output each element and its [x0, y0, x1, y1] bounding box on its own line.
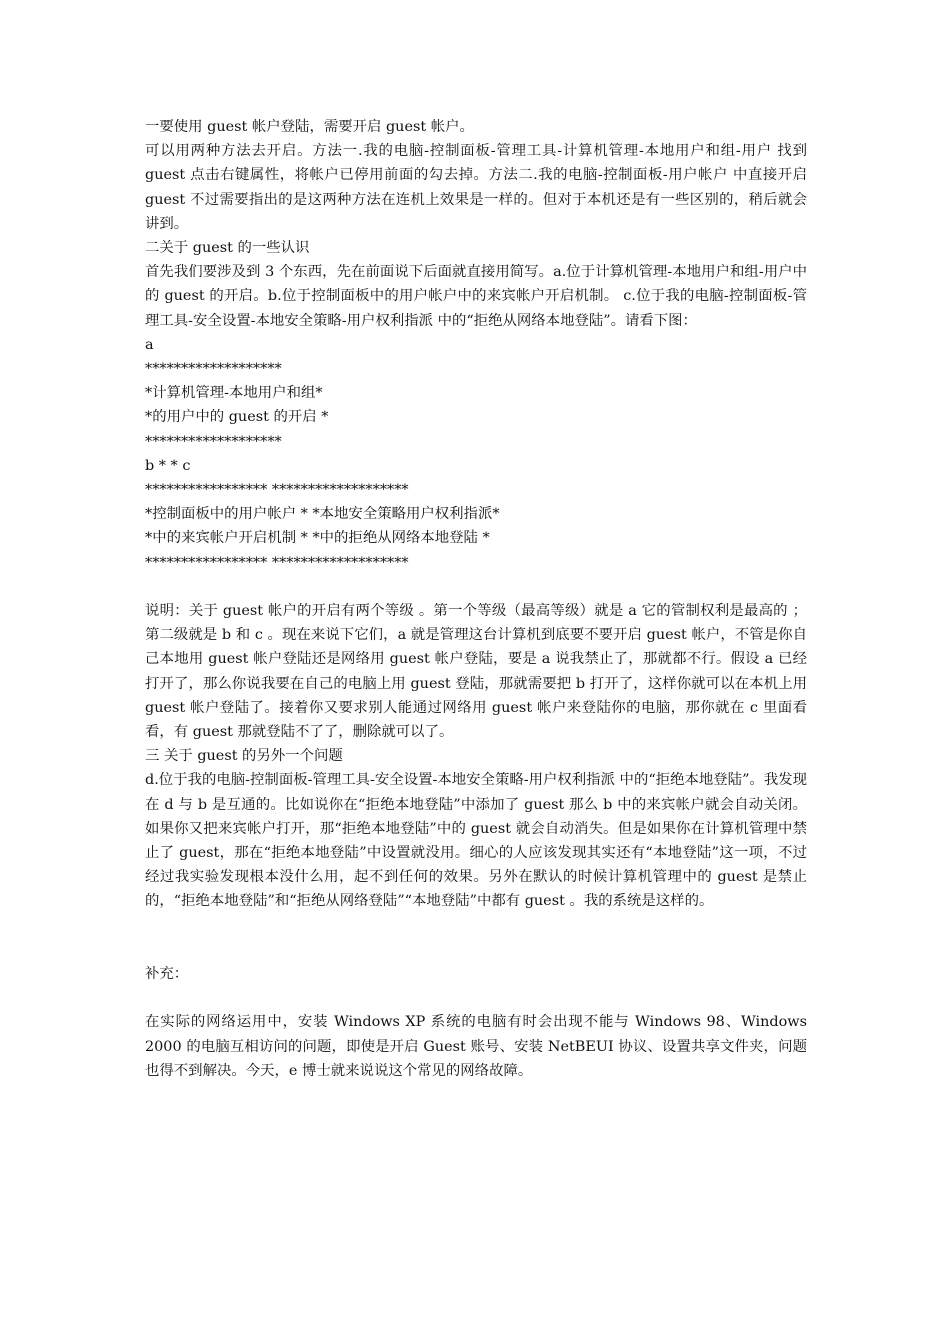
explanation-paragraph: 说明：关于 guest 帐户的开启有两个等级 。第一个等级（最高等级）就是 a 它的管制权利是最高的 ；第二级就是 b 和 c 。现在来说下它们，a 就是管理这台计算机到底要不要开启 guest 帐户，不管是你自己本地用 guest 帐户登陆还是网络用 guest 帐户登陆，要是 a 说我禁止了，那就都不行。假设 a 已经打开了，那么你说我要在自己的电脑上用 guest 登陆，那就需要把 b 打开了，这样你就可以在本机上用 guest 帐户登陆了。接着你又要求别人能通过网络用 guest 帐户来登陆你的电脑，那你就在 c 里面看看，有 guest 那就登陆不了了，删除就可以了。 [145, 603, 807, 741]
section-heading-2: 二关于 guest 的一些认识 [145, 240, 310, 257]
diagram-stars-bc-top: ***************** ******************* [145, 482, 409, 499]
diagram-box-a-line1: *计算机管理-本地用户和组* [145, 385, 323, 402]
diagram-stars-a-bottom: ******************* [145, 433, 282, 450]
intro-line: 一要使用 guest 帐户登陆，需要开启 guest 帐户。 [145, 119, 474, 135]
spacer [145, 575, 807, 599]
diagram-box-bc-line1: *控制面板中的用户帐户 * *本地安全策略用户权利指派* [145, 506, 500, 523]
d-paragraph: d.位于我的电脑-控制面板-管理工具-安全设置-本地安全策略-用户权利指派 中的“拒绝本地登陆”。我发现在 d 与 b 是互通的。比如说你在“拒绝本地登陆”中添加了 guest 那么 b 中的来宾帐户就会自动关闭。如果你又把来宾帐户打开，那“拒绝本地登陆”中的 guest 就会自动消失。但是如果你在计算机管理中禁止了 guest，那在“拒绝本地登陆”中设置就没用。细心的人应该发现其实还有“本地登陆”这一项，不过经过我实验发现根本没什么用，起不到任何的效果。另外在默认的时候计算机管理中的 guest 是禁止的，“拒绝本地登陆”和“拒绝从网络登陆”“本地登陆”中都有 guest 。我的系统是这样的。 [145, 772, 807, 910]
diagram-stars-bc-bottom: ***************** ******************* [145, 554, 409, 571]
diagram-label-a: a [145, 336, 154, 353]
section-heading-3: 三 关于 guest 的另外一个问题 [145, 748, 343, 765]
supplement-paragraph: 在实际的网络运用中，安装 Windows XP 系统的电脑有时会出现不能与 Windows 98、Windows 2000 的电脑互相访问的问题，即使是开启 Guest 账号、安装 NetBEUI 协议、设置共享文件夹，问题也得不到解决。今天，e 博士就来说说这个常见的网络故障。 [145, 1014, 807, 1079]
document-body [145, 115, 807, 1083]
diagram-stars-a-top: ******************* [145, 361, 282, 378]
diagram-label-bc: b * * c [145, 457, 191, 474]
diagram-box-a-line2: *的用户中的 guest 的开启 * [145, 409, 329, 426]
three-things-paragraph: 首先我们要涉及到 3 个东西，先在前面说下后面就直接用简写。a.位于计算机管理-本地用户和组-用户中的 guest 的开启。b.位于控制面板中的用户帐户中的来宾帐户开启机制。 c.位于我的电脑-控制面板-管理工具-安全设置-本地安全策略-用户权利指派 中的“拒绝从网络本地登陆”。请看下图： [145, 264, 807, 329]
spacer [145, 986, 807, 1010]
methods-paragraph: 可以用两种方法去开启。方法一.我的电脑-控制面板-管理工具-计算机管理-本地用户和组-用户 找到 guest 点击右键属性，将帐户已停用前面的勾去掉。方法二.我的电脑-控制面板-用户帐户 中直接开启 guest 不过需要指出的是这两种方法在连机上效果是一样的。但对于本机还是有一些区别的，稍后就会讲到。 [145, 143, 807, 232]
ascii-diagram [145, 333, 807, 575]
supplement-label: 补充： [145, 966, 189, 983]
diagram-box-bc-line2: *中的来宾帐户开启机制 * *中的拒绝从网络本地登陆 * [145, 530, 490, 547]
spacer [145, 914, 807, 962]
